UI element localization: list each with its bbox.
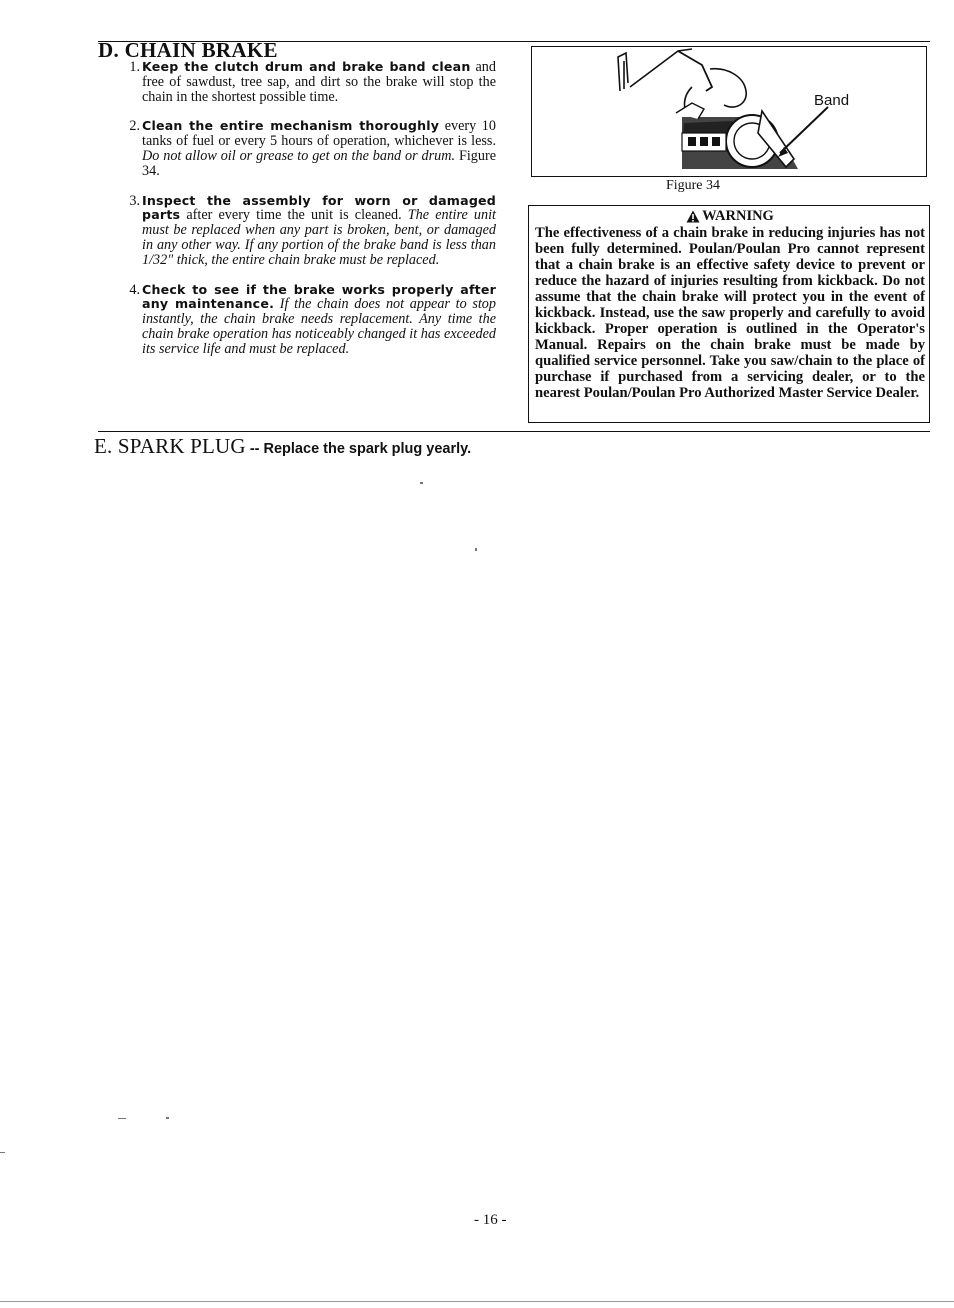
step-number: 1. [129,59,140,75]
step-body [142,60,496,104]
step-body [142,119,496,178]
bottom-scan-line [0,1301,954,1302]
scan-speck [0,1152,5,1153]
scan-speck [420,482,423,484]
section-d-title: D. CHAIN BRAKE [98,38,278,62]
step-4 [124,283,496,357]
step-bold: Check to see if the brake works properly after any maintenance. [142,281,496,312]
section-e-separator: -- [245,441,264,457]
step-italic: The entire unit must be replaced when any part is broken, bent, or damaged in any other way. If any portion of the brake band is less than 1/32" thick, the entire chain brake must be replaced. [142,207,496,268]
figure-caption: Figure 34 [665,178,721,193]
step-number: 2. [129,118,140,135]
step-body [142,194,496,268]
step-1 [124,60,496,104]
step-body [142,283,496,357]
section-e-title: E. SPARK PLUG [94,434,246,458]
step-text: and free of sawdust, tree sap, and dirt so the brake will stop the chain in the shortest possible time. [142,59,496,105]
warning-text: The effectiveness of a chain brake in reducing injuries has not been fully determined. Poulan/Poulan Pro cannot represent that a chain brake is an effective safety device to prevent or reduce the hazard of injuries resulting from kickback. Do not assume that the chain brake will protect you in the event of kickback. Instead, use the saw properly and carefully to avoid kickback. Proper operation is outlined in the Operator's Manual. Repairs on the chain brake must be made by qualified service personnel. Take you saw/chain to the place of purchase if purchased from a servicing dealer, or to the nearest Poulan/Poulan Pro Authorized Master Service Dealer. [535,225,925,401]
step-after: Figure 34. [142,147,496,179]
warning-heading [535,208,925,224]
figure-34 [531,46,927,177]
step-number: 3. [129,192,140,209]
warning-top-rule [528,205,930,206]
step-italic: Do not allow oil or grease to get on the band or drum. [142,147,456,164]
page-number: - 16 - [474,1212,507,1228]
step-2 [124,119,496,178]
chain-brake-illustration [532,47,927,177]
scan-speck [166,1117,169,1119]
scan-speck [118,1118,126,1119]
step-bold: Keep the clutch drum and brake band clean [142,59,471,74]
scan-speck [475,548,477,551]
step-3 [124,194,496,268]
step-text: after every time the unit is cleaned. [180,207,408,224]
chain-brake-steps [124,60,496,372]
warning-box [528,205,930,423]
warning-triangle-icon [686,210,700,223]
section-e [94,434,471,459]
warning-heading-text: WARNING [702,208,774,224]
band-callout-label: Band [814,92,850,109]
step-bold: Clean the entire mechanism thoroughly [142,118,440,134]
step-bold: Inspect the assembly for worn or damaged parts [142,192,496,223]
section-e-text: Replace the spark plug yearly. [263,441,472,457]
step-text: every 10 tanks of fuel or every 5 hours of operation, whichever is less. [142,118,496,150]
middle-rule [98,431,930,432]
step-italic: If the chain does not appear to stop instantly, the chain brake needs replacement. Any time the chain brake operation has noticeably changed it has exceeded its service life and must be replaced. [142,296,496,357]
step-number: 4. [129,281,140,298]
